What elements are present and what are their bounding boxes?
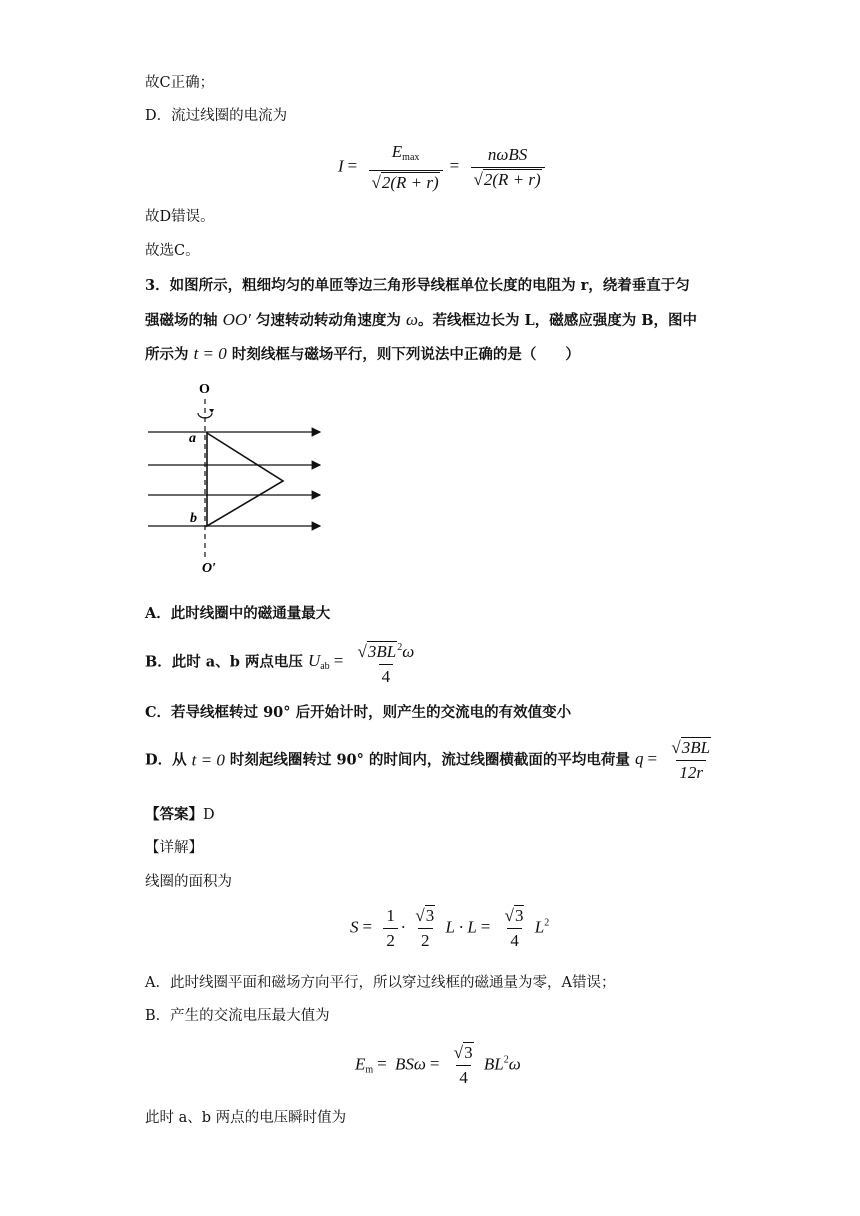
frac1-num-sub: max xyxy=(402,152,420,163)
frac1-den: 2(R + r) xyxy=(381,173,439,192)
option-b: B．此时 a、b 两点电压 $U_{ab}$ = $\frac{√3BL^2\omega}{4}$ xyxy=(145,638,420,687)
frac2-num: nωBS xyxy=(487,145,528,164)
option-d: D．从 t = 0 时刻起线圈转过 90° 的时间内，流过线圈横截面的平均电荷量 q = $\frac{√3BL}{12r}$ xyxy=(145,738,717,783)
formula-area: S = $\frac{1}{2}$ · $\frac{√3}{2}$ L · L = $\frac{√3}{4}$ $L^2$ xyxy=(350,906,550,950)
answer-value: D xyxy=(203,807,215,823)
em-tail: BL xyxy=(483,1054,504,1074)
rotating-triangle-figure xyxy=(140,375,330,575)
formula-current-frac1: $\frac{E_{max}}{√2(R + r)}$ xyxy=(369,142,443,193)
question3-number: 3． xyxy=(145,277,170,294)
triangle-frame xyxy=(207,433,283,526)
detail-a-line: A．此时线圈平面和磁场方向平行，所以穿过线框的磁通量为零，A错误； xyxy=(145,975,616,991)
frac1-num: E xyxy=(391,142,403,161)
em-lhs-sub: m xyxy=(365,1064,374,1076)
figure-label-o-prime: O′ xyxy=(202,561,217,575)
option-b-frac: $\frac{√3BL^2\omega}{4}$ xyxy=(357,642,415,686)
area-f3-num: 3 xyxy=(514,906,524,925)
formula-current-frac2: $\frac{\text{nωBS}}{√2(R + r)}$ xyxy=(471,145,545,190)
option-c: C．若导线框转过 90° 后开始计时，则产生的交流电的有效值变小 xyxy=(145,704,572,721)
option-d-text-b: 时刻起线圈转过 90° 的时间内，流过线圈横截面的平均电荷量 xyxy=(229,751,630,769)
question3-t0: t = 0 xyxy=(193,344,227,363)
question3-text2c: 。若线框边长为 L，磁感应强度为 B，图中 xyxy=(417,312,698,329)
answer-label: 【答案】 xyxy=(145,806,203,823)
detail-area-intro: 线圈的面积为 xyxy=(145,874,232,890)
frac2-den: 2(R + r) xyxy=(483,170,541,189)
figure-label-b: b xyxy=(190,511,197,526)
area-f1-num: 1 xyxy=(386,906,395,925)
area-f2-den: 2 xyxy=(418,928,433,951)
text-c-correct: 故C正确； xyxy=(145,75,215,91)
formula-em: $E_m = BS\omega$ = $\frac{√3}{4}$ $BL^2\omega$ xyxy=(355,1043,521,1087)
em-mid: BSω xyxy=(395,1054,426,1074)
option-d-t0: t = 0 xyxy=(191,750,225,770)
em-lhs: E xyxy=(355,1054,366,1074)
option-b-num-sup: 2 xyxy=(397,642,403,653)
option-a: A．此时线圈中的磁通量最大 xyxy=(145,605,331,622)
em-den: 4 xyxy=(456,1065,471,1088)
detail-b-line: B．产生的交流电压最大值为 xyxy=(145,1008,330,1024)
option-b-lhs: U xyxy=(307,651,321,671)
area-tail-sup: 2 xyxy=(544,917,550,929)
question3-line3 xyxy=(145,344,580,365)
answer-line xyxy=(145,805,215,825)
formula-current-lhs: I xyxy=(338,156,344,176)
detail-label: 【详解】 xyxy=(145,840,203,856)
figure-label-o: O xyxy=(199,382,210,397)
option-d-num: 3BL xyxy=(681,738,711,757)
question3-text2a: 强磁场的轴 xyxy=(145,312,218,329)
question3-text1: 如图所示，粗细均匀的单匝等边三角形导线框单位长度的电阻为 r，绕着垂直于匀 xyxy=(169,277,690,294)
option-b-den: 4 xyxy=(379,664,394,687)
question3-text2b: 匀速转动转动角速度为 xyxy=(255,312,401,329)
option-d-text-a: D．从 xyxy=(145,751,187,769)
area-mid: L · L xyxy=(445,917,477,937)
question3-line2 xyxy=(145,310,697,331)
em-tail-sup: 2 xyxy=(503,1054,509,1066)
question3-text3b: 时刻线框与磁场平行，则下列说法中正确的是（ ） xyxy=(231,346,580,363)
area-f2-num: 3 xyxy=(425,906,435,925)
figure-label-a: a xyxy=(189,431,196,446)
question3-omega: ω xyxy=(405,310,418,329)
option-b-text: B．此时 a、b 两点电压 xyxy=(145,653,303,671)
option-b-num-tail: ω xyxy=(402,642,415,661)
option-b-lhs-sub: ab xyxy=(320,661,330,673)
option-b-num: 3BL xyxy=(367,642,397,661)
em-tail-end: ω xyxy=(508,1054,521,1074)
area-lhs: S xyxy=(350,917,359,937)
em-num: 3 xyxy=(464,1043,473,1062)
area-tail: L xyxy=(534,917,545,937)
text-d-current-intro: D．流过线圈的电流为 xyxy=(145,108,288,124)
area-f1-den: 2 xyxy=(383,928,398,951)
question3-line1 xyxy=(145,276,690,296)
question3-axis: OO′ xyxy=(222,310,251,329)
text-choose-c: 故选C。 xyxy=(145,243,200,259)
area-f3-den: 4 xyxy=(507,928,522,951)
option-d-lhs: q xyxy=(635,749,644,769)
formula-current: I = $\frac{E_{max}}{√2(R + r)}$ = $\frac{\text{nωBS}}{√2(R + r)}$ xyxy=(338,142,548,193)
option-d-frac: $\frac{√3BL}{12r}$ xyxy=(671,738,711,782)
question3-text3a: 所示为 xyxy=(145,346,189,363)
option-d-den: 12r xyxy=(676,760,706,783)
text-d-wrong: 故D错误。 xyxy=(145,209,215,225)
detail-last-line: 此时 a、b 两点的电压瞬时值为 xyxy=(145,1110,347,1126)
